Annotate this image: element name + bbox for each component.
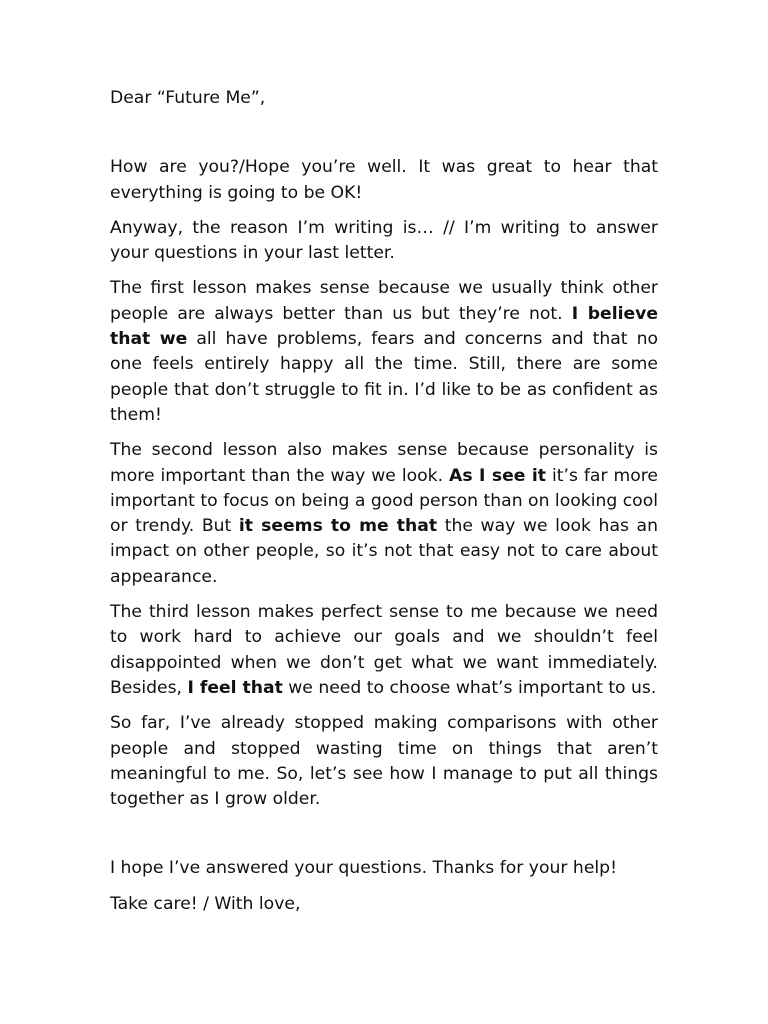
- opinion-phrase: it seems to me that: [238, 516, 438, 537]
- letter-paragraph-5: [110, 600, 658, 701]
- letter-paragraph-6: [110, 711, 658, 812]
- paragraph-text: it’s far more important to focus on being a good person than on looking cool or trendy. But: [110, 465, 659, 537]
- letter-greeting: Dear “Future Me”,: [110, 88, 266, 108]
- paragraph-text: Anyway, the reason I’m writing is… // I’m writing to answer your questions in your last letter.: [110, 217, 658, 264]
- letter-closing-line: I hope I’ve answered your questions. Thanks for your help!: [110, 858, 617, 879]
- paragraph-text: the way we look has an impact on other people, so it’s not that easy not to care about appearance.: [110, 516, 658, 587]
- letter-signoff: Take care! / With love,: [110, 893, 301, 914]
- paragraph-text: The second lesson also makes sense because personality is more important than the way we look.: [110, 440, 658, 486]
- paragraph-text: The third lesson makes perfect sense to me because we need to work hard to achieve our goals and we shouldn’t feel disappointed when we don’t get what we want immediately. Besides,: [110, 602, 658, 698]
- letter-paragraph-4: [110, 438, 658, 590]
- opinion-phrase: As I see it: [449, 465, 547, 486]
- paragraph-text: So far, I’ve already stopped making comparisons with other people and stopped wasting time on things that aren’t meaningful to me. So, let’s see how I manage to put all things together as I grow older.: [110, 713, 658, 810]
- paragraph-text: we need to choose what’s important to us.: [282, 677, 657, 698]
- letter-paragraph-3: [110, 276, 658, 428]
- letter-paragraph-1: [110, 155, 658, 206]
- letter-paragraph-2: [110, 216, 658, 267]
- letter-page: [110, 86, 658, 927]
- paragraph-text: The first lesson makes sense because we usually think other people are always better than us but they’re not.: [110, 278, 658, 324]
- opinion-phrase: I believe that we: [110, 303, 659, 350]
- paragraph-text: all have problems, fears and concerns and that no one feels entirely happy all the time. Still, there are some people that don’t struggle to fit in. I’d like to be as confident as them!: [110, 329, 658, 425]
- opinion-phrase: I feel that: [187, 677, 283, 698]
- paragraph-text: How are you?/Hope you’re well. It was great to hear that everything is going to be OK!: [110, 157, 658, 203]
